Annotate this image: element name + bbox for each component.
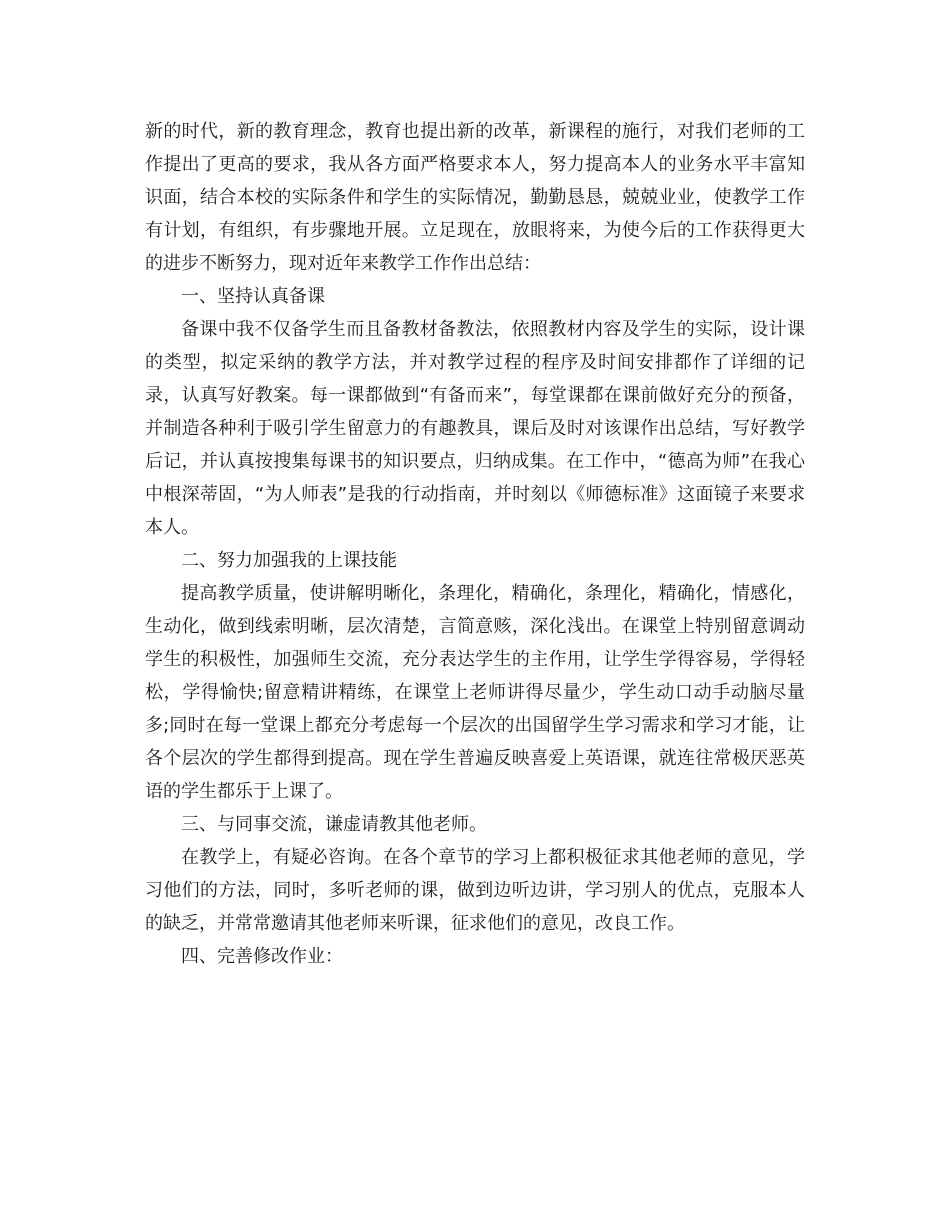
section-paragraph-1: 备课中我不仅备学生而且备教材备教法，依照教材内容及学生的实际，设计课的类型，拟定采纳的教学方法，并对教学过程的程序及时间安排都作了详细的记录，认真写好教案。每一课都做到“有备而来”，每堂课都在课前做好充分的预备，并制造各种利于吸引学生留意力的有趣教具，课后及时对该课作出总结，写好教学后记，并认真按搜集每课书的知识要点，归纳成集。在工作中，“德高为师”在我心中根深蒂固，“为人师表”是我的行动指南，并时刻以《师德标准》这面镜子来要求本人。 <box>145 319 805 538</box>
section-heading-3: 三、与同事交流，谦虚请教其他老师。 <box>181 814 487 835</box>
section-heading-4: 四、完善修改作业： <box>181 946 343 967</box>
section-heading-2: 二、努力加强我的上课技能 <box>181 550 397 571</box>
section-heading-1: 一、坚持认真备课 <box>181 286 325 307</box>
section-paragraph-2: 提高教学质量，使讲解明晰化，条理化，精确化，条理化，精确化，情感化，生动化，做到线索明晰，层次清楚，言简意赅，深化浅出。在课堂上特别留意调动学生的积极性，加强师生交流，充分表达学生的主作用，让学生学得容易，学得轻松，学得愉快;留意精讲精练，在课堂上老师讲得尽量少，学生动口动手动脑尽量多;同时在每一堂课上都充分考虑每一个层次的出国留学生学习需求和学习才能，让各个层次的学生都得到提高。现在学生普遍反映喜爱上英语课，就连往常极厌恶英语的学生都乐于上课了。 <box>145 583 805 802</box>
intro-paragraph: 新的时代，新的教育理念，教育也提出新的改革，新课程的施行，对我们老师的工作提出了更高的要求，我从各方面严格要求本人，努力提高本人的业务水平丰富知识面，结合本校的实际条件和学生的实际情况，勤勤恳恳，兢兢业业，使教学工作有计划，有组织，有步骤地开展。立足现在，放眼将来，为使今后的工作获得更大的进步不断努力，现对近年来教学工作作出总结： <box>145 121 805 274</box>
document-body <box>145 115 805 973</box>
section-paragraph-3: 在教学上，有疑必咨询。在各个章节的学习上都积极征求其他老师的意见，学习他们的方法，同时，多听老师的课，做到边听边讲，学习别人的优点，克服本人的缺乏，并常常邀请其他老师来听课，征求他们的意见，改良工作。 <box>145 847 805 934</box>
